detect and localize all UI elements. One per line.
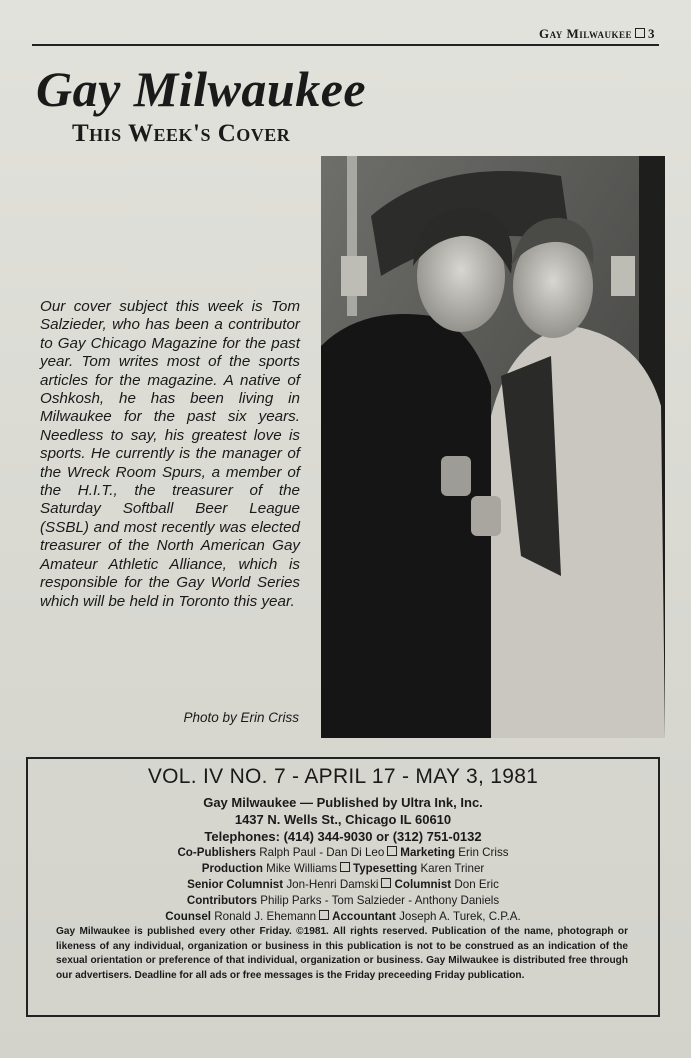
header-rule	[32, 44, 659, 46]
typesetting-label: Typesetting	[353, 862, 418, 875]
legal-notice: Gay Milwaukee is published every other Friday. ©1981. All rights reserved. Publication of the name, photograph or likeness of any individual, organization or business in this publication is not to be construed as an indication of the sexual orientation or preference of that individual, organization or business. Gay Milwaukee is distributed free through our advertisers. Deadline for all ads or free messages is the Friday preceeding Friday publication.	[56, 926, 628, 981]
typesetting-name: Karen Triner	[420, 862, 485, 875]
credits-row-4	[28, 894, 658, 907]
counsel-name: Ronald J. Ehemann	[214, 910, 317, 923]
production-label: Production	[201, 862, 263, 875]
credits-row-5	[28, 910, 658, 923]
marketing-name: Erin Criss	[458, 846, 509, 859]
contributors-label: Contributors	[186, 894, 258, 907]
publication-info-box	[26, 757, 660, 1017]
credits-row-1	[28, 846, 658, 859]
columnist-name: Don Eric	[454, 878, 499, 891]
credits-row-3	[28, 878, 658, 891]
section-title: This Week's Cover	[72, 120, 291, 147]
cover-photo-image	[321, 156, 665, 738]
columnist-label: Columnist	[394, 878, 452, 891]
production-name: Mike Williams	[266, 862, 338, 875]
senior-columnist-label: Senior Columnist	[187, 878, 284, 891]
photo-credit: Photo by Erin Criss	[183, 710, 299, 725]
telephones-line: Telephones: (414) 344-9030 or (312) 751-0132	[204, 829, 482, 844]
masthead-title: Gay Milwaukee	[36, 61, 367, 117]
accountant-label: Accountant	[332, 910, 396, 923]
copublishers-label: Co-Publishers	[177, 846, 257, 859]
running-head	[539, 26, 655, 42]
page-number: 3	[648, 26, 655, 41]
square-bullet-icon	[381, 878, 391, 888]
square-bullet-icon	[387, 846, 397, 856]
square-bullet-icon	[635, 28, 645, 38]
address-line: 1437 N. Wells St., Chicago IL 60610	[234, 812, 452, 827]
cover-story-text: Our cover subject this week is Tom Salzieder, who has been a contributor to Gay Chicago Magazine for the past year. Tom writes most of the sports articles for the magazine. A native of Oshkosh, he has been living in Milwaukee for the past six years. Needless to say, his greatest love is sports. He currently is the manager of the Wreck Room Spurs, a member of the H.I.T., the treasurer of the Saturday Softball Beer League (SSBL) and most recently was elected treasurer of the North American Gay Amateur Athletic Alliance, which is responsible for the Gay World Series which will be held in Toronto this year.	[40, 298, 300, 610]
accountant-name: Joseph A. Turek, C.P.A.	[399, 910, 521, 923]
copublishers-names: Ralph Paul - Dan Di Leo	[259, 846, 385, 859]
publisher-line: Gay Milwaukee — Published by Ultra Ink, Inc.	[203, 795, 483, 810]
volume-line: VOL. IV NO. 7 - APRIL 17 - MAY 3, 1981	[147, 765, 539, 788]
credits-row-2	[28, 862, 658, 875]
square-bullet-icon	[340, 862, 350, 872]
counsel-label: Counsel	[165, 910, 212, 923]
marketing-label: Marketing	[400, 846, 456, 859]
cover-photo	[321, 156, 665, 738]
senior-columnist-name: Jon-Henri Damski	[286, 878, 379, 891]
running-head-title: Gay Milwaukee	[539, 26, 632, 41]
contributors-names: Philip Parks - Tom Salzieder - Anthony Daniels	[260, 894, 500, 907]
square-bullet-icon	[319, 910, 329, 920]
